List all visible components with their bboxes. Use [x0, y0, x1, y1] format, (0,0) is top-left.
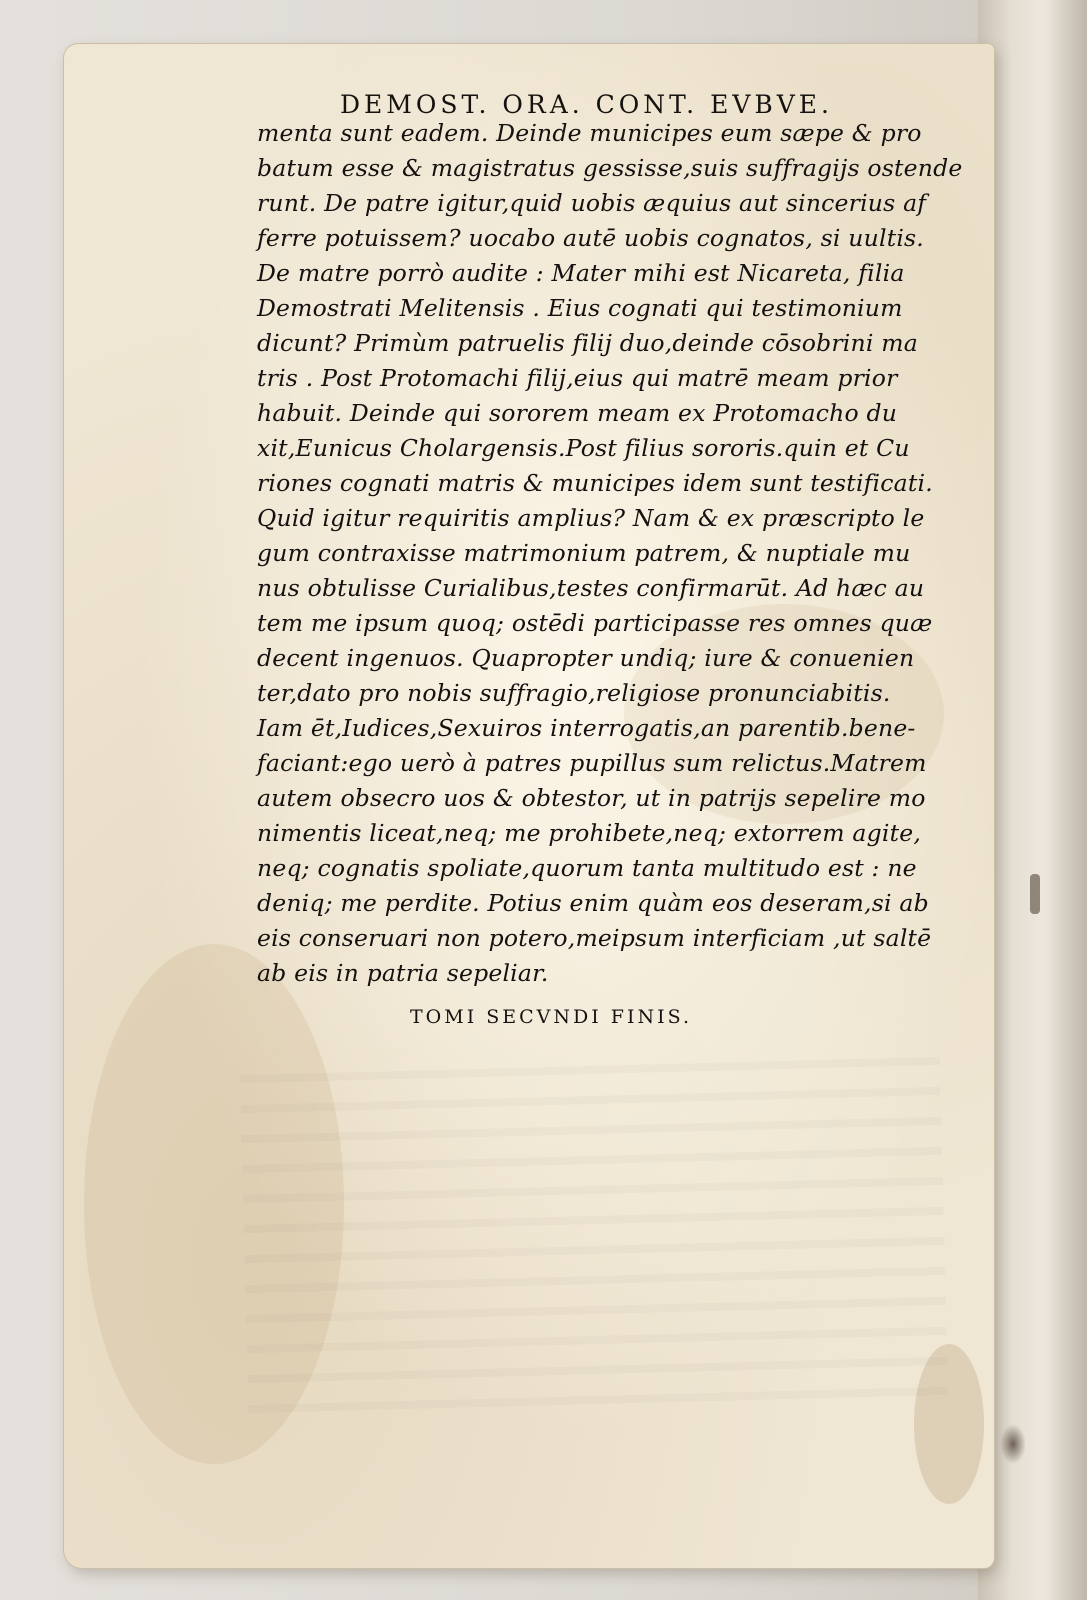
text-line: Demostrati Melitensis . Eius cognati qui testimonium — [257, 294, 903, 322]
text-line: gum contraxisse matrimonium patrem, & nuptiale mu — [257, 539, 911, 567]
text-line: tem me ipsum quoq; ostēdi participasse res omnes quæ — [257, 609, 933, 637]
text-line: faciant:ego uerò à patres pupillus sum relictus.Matrem — [257, 749, 927, 777]
corner-wear-mark — [1000, 1424, 1026, 1464]
book-spine-shadow — [1040, 0, 1087, 1600]
text-line: ter,dato pro nobis suffragio,religiose pronunciabitis. — [257, 679, 891, 707]
show-through-text — [239, 1035, 949, 1433]
text-line: eis conseruari non potero,meipsum interficiam ,ut saltē — [257, 924, 932, 952]
text-line: menta sunt eadem. Deinde municipes eum sæpe & pro — [257, 119, 922, 147]
book-page — [64, 44, 994, 1568]
text-line: riones cognati matris & municipes idem sunt testificati. — [257, 469, 933, 497]
text-line: tris . Post Protomachi filij,eius qui matrē meam prior — [257, 364, 898, 392]
text-line: autem obsecro uos & obtestor, ut in patrijs sepelire mo — [257, 784, 926, 812]
colophon: TOMI SECVNDI FINIS. — [410, 1006, 692, 1028]
text-line: runt. De patre igitur,quid uobis æquius aut sincerius af — [257, 189, 927, 217]
text-line: ab eis in patria sepeliar. — [257, 959, 549, 987]
text-line: Iam ēt,Iudices,Sexuiros interrogatis,an parentib.bene- — [257, 714, 916, 742]
text-line: habuit. Deinde qui sororem meam ex Protomacho du — [257, 399, 898, 427]
text-line: dicunt? Primùm patruelis filij duo,deinde cōsobrini ma — [257, 329, 918, 357]
text-line: xit,Eunicus Cholargensis.Post filius sororis.quin et Cu — [257, 434, 910, 462]
text-line: batum esse & magistratus gessisse,suis suffragijs ostende — [257, 154, 963, 182]
edge-wear-mark — [1030, 874, 1040, 914]
page-body-text — [257, 116, 977, 991]
running-header: DEMOST. ORA. CONT. EVBVE. — [340, 90, 833, 119]
text-line: deniq; me perdite. Potius enim quàm eos deseram,si ab — [257, 889, 929, 917]
text-line: De matre porrò audite : Mater mihi est Nicareta, filia — [257, 259, 905, 287]
text-line: nimentis liceat,neq; me prohibete,neq; extorrem agite, — [257, 819, 922, 847]
text-line: neq; cognatis spoliate,quorum tanta multitudo est : ne — [257, 854, 917, 882]
text-line: nus obtulisse Curialibus,testes confirmarūt. Ad hæc au — [257, 574, 925, 602]
text-line: decent ingenuos. Quapropter undiq; iure & conuenien — [257, 644, 915, 672]
text-line: ferre potuissem? uocabo autē uobis cognatos, si uultis. — [257, 224, 924, 252]
text-line: Quid igitur requiritis amplius? Nam & ex præscripto le — [257, 504, 925, 532]
